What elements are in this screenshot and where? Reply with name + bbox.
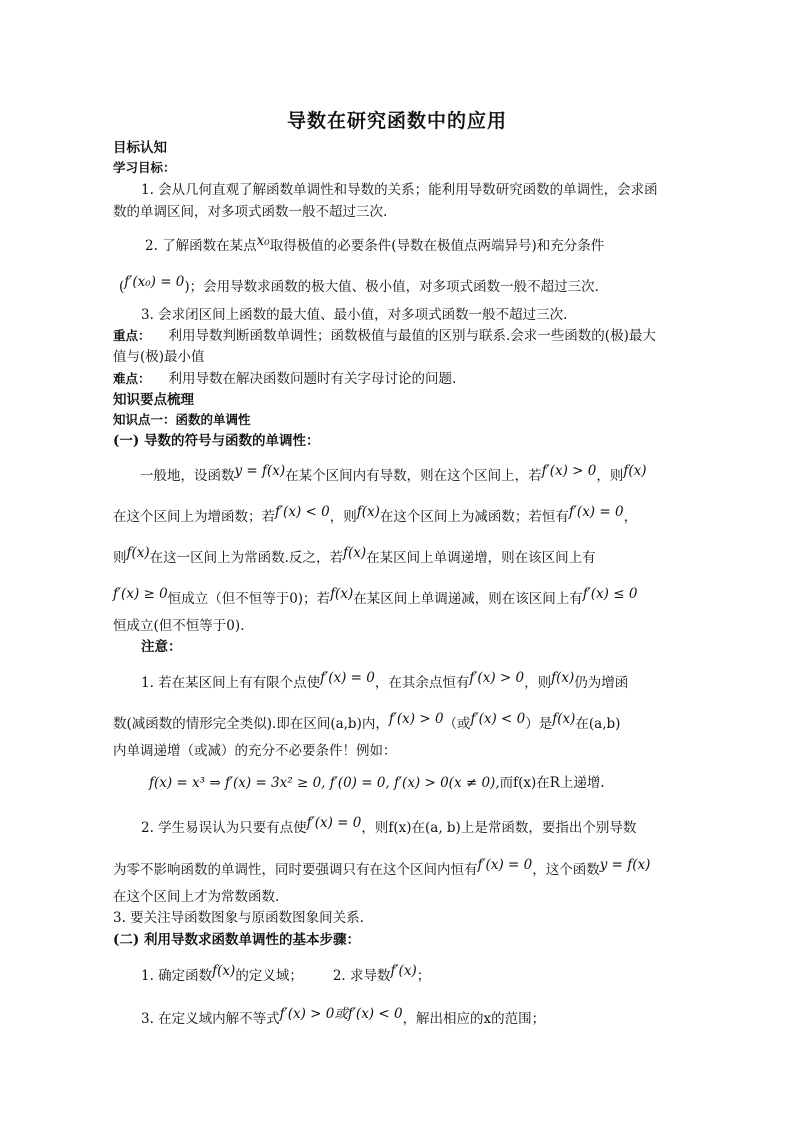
math-condition: f′(x₀) = 0 — [124, 274, 185, 290]
difficulties: 难点： 利用导数在解决函数问题时有关字母讨论的问题. — [113, 371, 457, 387]
note-1-line-1: 1. 若在某区间上有有限个点使f′(x) = 0，在其余点恒有f′(x) > 0，则f(x)仍为增函 — [141, 670, 629, 691]
note-heading: 注意： — [141, 639, 182, 655]
note-3: 3. 要关注导函数图象与原函数图象间关系. — [113, 910, 364, 926]
math-x0: x₀ — [256, 233, 270, 249]
para-1-line-2: 在这个区间上为增函数；若f′(x) < 0，则f(x)在这个区间上为减函数；若恒有f′(x) = 0， — [113, 504, 638, 525]
heading-study-goals: 学习目标： — [113, 160, 176, 175]
note-1-line-2: 数(减函数的情形完全类似).即在区间(a,b)内，f′(x) > 0（或f′(x) < 0）是f(x)在(a,b) — [113, 711, 621, 732]
goal-1-line-2: 数的单调区间，对多项式函数一般不超过三次. — [113, 204, 388, 220]
para-1-line-1: 一般地，设函数y = f(x)在某个区间内有导数，则在这个区间上，若f′(x) > 0，则f(x) — [140, 463, 647, 484]
heading-knowledge: 知识要点梳理 — [113, 392, 194, 408]
heading-section-2: (二) 利用导数求函数单调性的基本步骤： — [113, 932, 360, 948]
note-1-line-3: 内单调递增（或减）的充分不必要条件！例如： — [113, 743, 397, 759]
heading-kp1: 知识点一：函数的单调性 — [113, 412, 251, 427]
example-formula: f(x) = x³ ⇒ f′(x) = 3x² ≥ 0, f′(0) = 0, f′(x) > 0(x ≠ 0),而f(x)在R上递增. — [149, 775, 605, 791]
note-2-line-3: 在这个区间上才为常数函数. — [113, 889, 280, 905]
goal-3: 3. 会求闭区间上函数的最大值、最小值，对多项式函数一般不超过三次. — [141, 307, 568, 323]
para-1-line-5: 恒成立(但不恒等于0). — [113, 618, 245, 634]
key-points-cont: 值与(极)最小值 — [113, 349, 205, 365]
step-3: 3. 在定义域内解不等式f′(x) > 0或f′(x) < 0，解出相应的x的范围； — [141, 1006, 546, 1027]
goal-2-line-1: 2. 了解函数在某点x₀取得极值的必要条件(导数在极值点两端异号)和充分条件 — [145, 233, 605, 254]
note-2-line-1: 2. 学生易误认为只要有点使f′(x) = 0，则f(x)在(a, b)上是常函数，要指出个别导数 — [141, 815, 637, 836]
heading-goal: 目标认知 — [113, 140, 167, 156]
page-title: 导数在研究函数中的应用 — [286, 110, 507, 132]
note-2-line-2: 为零不影响函数的单调性，同时要强调只有在这个区间内恒有f′(x) = 0，这个函数y = f(x) — [113, 857, 651, 878]
para-1-line-4: f′(x) ≥ 0恒成立（但不恒等于0)；若f(x)在某区间上单调递减，则在该区间上有f′(x) ≤ 0 — [113, 586, 638, 607]
para-1-line-3: 则f(x)在这一区间上为常函数.反之，若f(x)在某区间上单调递增，则在该区间上有 — [113, 545, 596, 566]
step-1-2: 1. 确定函数f(x)的定义域； 2. 求导数f′(x)； — [141, 963, 431, 984]
key-points: 重点： 利用导数判断函数单调性；函数极值与最值的区别与联系.会求一些函数的(极)最大 — [113, 328, 656, 344]
goal-2-line-2: (f′(x₀) = 0)；会用导数求函数的极大值、极小值，对多项式函数一般不超过三次. — [119, 274, 599, 295]
goal-1-line-1: 1. 会从几何直观了解函数单调性和导数的关系；能利用导数研究函数的单调性，会求函 — [141, 182, 658, 198]
heading-section-1: (一) 导数的符号与函数的单调性： — [113, 433, 320, 449]
